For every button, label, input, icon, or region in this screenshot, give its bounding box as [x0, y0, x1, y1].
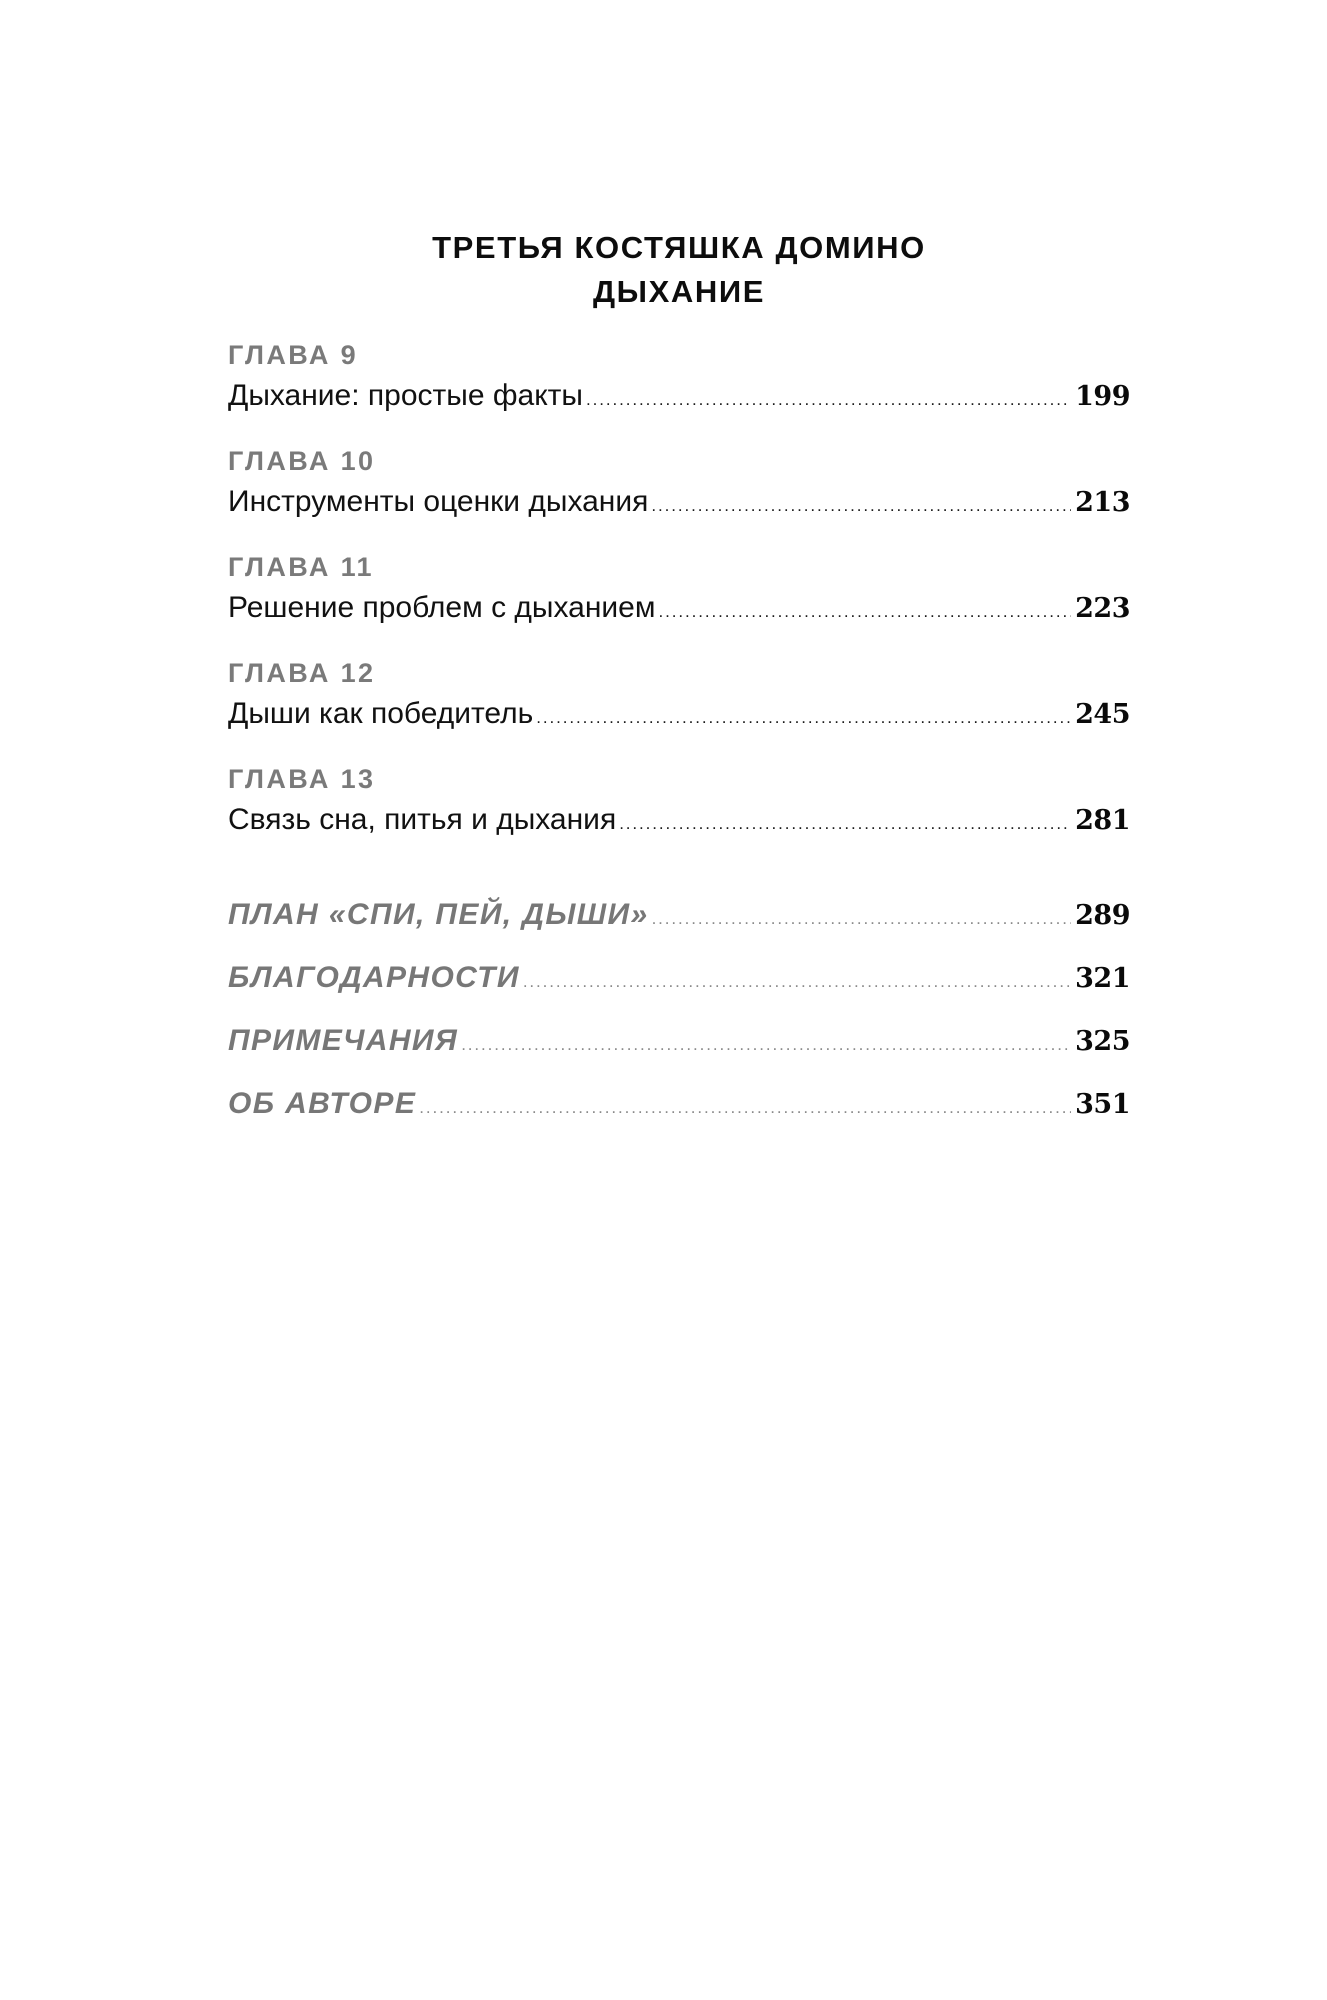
- dot-leader: [652, 909, 1072, 929]
- chapter-label: ГЛАВА 11: [228, 552, 374, 582]
- dot-leader: [461, 1035, 1071, 1055]
- chapter-label: ГЛАВА 12: [228, 658, 376, 688]
- chapter-label: ГЛАВА 9: [228, 340, 359, 370]
- dot-leader: [586, 390, 1071, 410]
- backmatter-title: БЛАГОДАРНОСТИ: [228, 961, 520, 994]
- toc-chapter-10[interactable]: [228, 443, 1130, 549]
- chapter-title: Дыши как победитель: [228, 697, 534, 730]
- backmatter-list: [228, 895, 1130, 1147]
- page-number: 281: [1075, 805, 1130, 836]
- chapter-title: Решение проблем с дыханием: [228, 591, 656, 624]
- toc-chapter-12[interactable]: [228, 655, 1130, 761]
- toc-entry-row[interactable]: [228, 958, 1130, 999]
- backmatter-title: ПРИМЕЧАНИЯ: [228, 1024, 459, 1057]
- toc-entry-row[interactable]: [228, 1021, 1130, 1062]
- dot-leader: [419, 1098, 1071, 1118]
- toc-plan[interactable]: [228, 895, 1130, 958]
- toc-entry-row[interactable]: [228, 1084, 1130, 1125]
- dot-leader: [523, 972, 1071, 992]
- dot-leader: [536, 708, 1071, 728]
- toc-entry-row[interactable]: [228, 800, 1130, 841]
- toc-chapter-11[interactable]: [228, 549, 1130, 655]
- toc-entry-row[interactable]: [228, 588, 1130, 629]
- toc-entry-row[interactable]: [228, 895, 1130, 936]
- backmatter-title: ПЛАН «СПИ, ПЕЙ, ДЫШИ»: [228, 898, 649, 931]
- dot-leader: [619, 814, 1071, 834]
- page-number: 351: [1075, 1089, 1130, 1120]
- toc-acknowledgements[interactable]: [228, 958, 1130, 1021]
- page-number: 325: [1075, 1026, 1130, 1057]
- page-number: 289: [1075, 900, 1130, 931]
- dot-leader: [651, 496, 1071, 516]
- toc-chapter-13[interactable]: [228, 761, 1130, 867]
- chapter-label: ГЛАВА 10: [228, 446, 376, 476]
- dot-leader: [658, 602, 1071, 622]
- toc-entry-row[interactable]: [228, 694, 1130, 735]
- part-heading: [228, 226, 1130, 314]
- page-number: 245: [1075, 699, 1130, 730]
- part-title-line2: ДЫХАНИЕ: [592, 274, 766, 309]
- toc-about-author[interactable]: [228, 1084, 1130, 1147]
- backmatter-title: ОБ АВТОРЕ: [228, 1087, 417, 1120]
- chapter-title: Связь сна, питья и дыхания: [228, 803, 617, 836]
- toc-chapter-9[interactable]: [228, 337, 1130, 443]
- toc-entry-row[interactable]: [228, 376, 1130, 417]
- chapter-title: Дыхание: простые факты: [228, 379, 583, 412]
- page-number: 199: [1075, 381, 1130, 412]
- toc-notes[interactable]: [228, 1021, 1130, 1084]
- chapter-label: ГЛАВА 13: [228, 764, 376, 794]
- page-number: 213: [1075, 487, 1130, 518]
- toc-entry-row[interactable]: [228, 482, 1130, 523]
- page-number: 321: [1075, 963, 1130, 994]
- chapter-title: Инструменты оценки дыхания: [228, 485, 649, 518]
- chapter-list: [228, 337, 1130, 867]
- part-title-line1: ТРЕТЬЯ КОСТЯШКА ДОМИНО: [432, 230, 926, 265]
- page-number: 223: [1075, 593, 1130, 624]
